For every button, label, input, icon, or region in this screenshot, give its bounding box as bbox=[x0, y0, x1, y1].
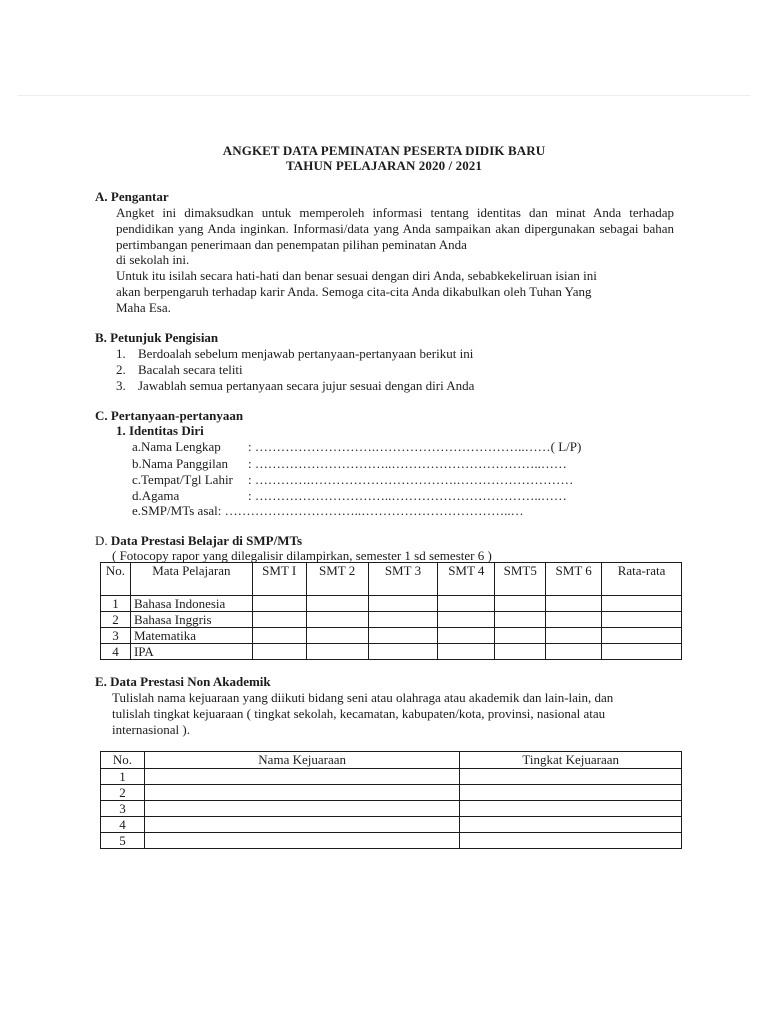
grade-cell[interactable] bbox=[368, 628, 438, 644]
field-birth-place-date[interactable]: c.Tempat/Tgl Lahir : ………….…………………………….……………………… bbox=[132, 472, 574, 487]
table-row bbox=[101, 628, 682, 644]
table-row bbox=[101, 817, 682, 833]
competition-level-cell[interactable] bbox=[460, 769, 682, 785]
grade-cell[interactable] bbox=[306, 644, 368, 660]
section-a-paragraph-1 bbox=[116, 205, 674, 268]
grade-cell[interactable] bbox=[546, 628, 602, 644]
section-c-heading: C. Pertanyaan-pertanyaan bbox=[95, 408, 244, 423]
row-number: 2 bbox=[101, 612, 131, 628]
table-row bbox=[101, 769, 682, 785]
section-e-line2: tulislah tingkat kejuaraan ( tingkat sekolah, kecamatan, kabupaten/kota, provinsi, nasional atau bbox=[112, 706, 606, 721]
column-header: SMT 2 bbox=[306, 563, 368, 596]
section-a-heading: A. Pengantar bbox=[95, 189, 169, 204]
competition-name-cell[interactable] bbox=[144, 801, 459, 817]
section-d-note: ( Fotocopy rapor yang dilegalisir dilampirkan, semester 1 sd semester 6 ) bbox=[112, 548, 492, 563]
grade-cell[interactable] bbox=[495, 612, 546, 628]
grade-cell[interactable] bbox=[495, 644, 546, 660]
grade-cell[interactable] bbox=[438, 628, 495, 644]
column-header: SMT 3 bbox=[368, 563, 438, 596]
field-full-name[interactable]: a.Nama Lengkap : ……………………….……………………………..……( L/P) bbox=[132, 439, 582, 454]
grade-cell[interactable] bbox=[306, 628, 368, 644]
instruction-item: 1. Berdoalah sebelum menjawab pertanyaan-pertanyaan berikut ini bbox=[116, 346, 474, 361]
subject-name: Matematika bbox=[130, 628, 252, 644]
grade-cell[interactable] bbox=[368, 596, 438, 612]
table-row bbox=[101, 785, 682, 801]
row-number: 3 bbox=[101, 628, 131, 644]
table-header-row bbox=[101, 752, 682, 769]
section-e-heading: E. Data Prestasi Non Akademik bbox=[95, 674, 271, 689]
document-title-line1: ANGKET DATA PEMINATAN PESERTA DIDIK BARU bbox=[222, 143, 546, 158]
table-row bbox=[101, 644, 682, 660]
grade-cell[interactable] bbox=[438, 596, 495, 612]
row-number: 3 bbox=[101, 801, 145, 817]
column-header: Rata-rata bbox=[602, 563, 682, 596]
instruction-item: 2. Bacalah secara teliti bbox=[116, 362, 243, 377]
grade-cell[interactable] bbox=[368, 612, 438, 628]
section-a-paragraph-2-line2: akan berpengaruh terhadap karir Anda. Semoga cita-cita Anda dikabulkan oleh Tuhan Yang bbox=[116, 284, 592, 299]
column-header: No. bbox=[101, 752, 145, 769]
table-row bbox=[101, 596, 682, 612]
grade-cell[interactable] bbox=[252, 596, 306, 612]
section-a-paragraph-2-line1: Untuk itu isilah secara hati-hati dan benar sesuai dengan diri Anda, sebabkekeliruan isian ini bbox=[116, 268, 597, 283]
section-a-paragraph-1-text: Angket ini dimaksudkan untuk memperoleh informasi tentang identitas dan minat Anda terhadap pendidikan yang Anda inginkan. Informasi/data yang Anda sampaikan akan dipergunakan sebagai bahan pertimbangan penerimaan dan penempatan pilihan peminatan Anda bbox=[116, 205, 674, 252]
grade-cell[interactable] bbox=[438, 644, 495, 660]
identity-sub-heading: 1. Identitas Diri bbox=[116, 423, 204, 438]
table-header-row bbox=[101, 563, 682, 596]
document-title-line2: TAHUN PELAJARAN 2020 / 2021 bbox=[285, 158, 483, 173]
grade-cell[interactable] bbox=[546, 612, 602, 628]
section-d-heading: D. Data Prestasi Belajar di SMP/MTs bbox=[95, 533, 303, 548]
grade-cell[interactable] bbox=[495, 596, 546, 612]
row-number: 1 bbox=[101, 596, 131, 612]
average-cell[interactable] bbox=[602, 644, 682, 660]
grade-cell[interactable] bbox=[368, 644, 438, 660]
instruction-item: 3. Jawablah semua pertanyaan secara jujur sesuai dengan diri Anda bbox=[116, 378, 475, 393]
competition-level-cell[interactable] bbox=[460, 801, 682, 817]
grade-cell[interactable] bbox=[252, 628, 306, 644]
row-number: 1 bbox=[101, 769, 145, 785]
average-cell[interactable] bbox=[602, 612, 682, 628]
field-origin-school[interactable]: e.SMP/MTs asal: …………………………..……………………………..… bbox=[132, 503, 524, 518]
row-number: 4 bbox=[101, 644, 131, 660]
table-row bbox=[101, 833, 682, 849]
field-religion[interactable]: d.Agama : …………………………..……………………………..…… bbox=[132, 488, 567, 503]
grade-cell[interactable] bbox=[252, 612, 306, 628]
competition-level-cell[interactable] bbox=[460, 833, 682, 849]
grade-cell[interactable] bbox=[252, 644, 306, 660]
table-row bbox=[101, 801, 682, 817]
section-a-paragraph-2-line3: Maha Esa. bbox=[116, 300, 171, 315]
field-nickname[interactable]: b.Nama Panggilan : …………………………..……………………………..…… bbox=[132, 456, 567, 471]
column-header: Tingkat Kejuaraan bbox=[460, 752, 682, 769]
competition-name-cell[interactable] bbox=[144, 817, 459, 833]
section-b-heading: B. Petunjuk Pengisian bbox=[95, 330, 219, 345]
column-header: SMT5 bbox=[495, 563, 546, 596]
grade-cell[interactable] bbox=[306, 612, 368, 628]
competition-level-cell[interactable] bbox=[460, 817, 682, 833]
competition-name-cell[interactable] bbox=[144, 833, 459, 849]
competition-level-cell[interactable] bbox=[460, 785, 682, 801]
average-cell[interactable] bbox=[602, 596, 682, 612]
row-number: 2 bbox=[101, 785, 145, 801]
row-number: 5 bbox=[101, 833, 145, 849]
academic-grades-table bbox=[100, 562, 682, 660]
section-a-paragraph-1-last: di sekolah ini. bbox=[116, 252, 190, 268]
section-e-line1: Tulislah nama kejuaraan yang diikuti bidang seni atau olahraga atau akademik dan lain-lain, dan bbox=[112, 690, 614, 705]
non-academic-achievements-table bbox=[100, 751, 682, 849]
grade-cell[interactable] bbox=[438, 612, 495, 628]
column-header: SMT I bbox=[252, 563, 306, 596]
column-header: No. bbox=[101, 563, 131, 596]
subject-name: Bahasa Indonesia bbox=[130, 596, 252, 612]
average-cell[interactable] bbox=[602, 628, 682, 644]
grade-cell[interactable] bbox=[495, 628, 546, 644]
table-row bbox=[101, 612, 682, 628]
column-header: SMT 6 bbox=[546, 563, 602, 596]
subject-name: Bahasa Inggris bbox=[130, 612, 252, 628]
competition-name-cell[interactable] bbox=[144, 785, 459, 801]
column-header: Nama Kejuaraan bbox=[144, 752, 459, 769]
grade-cell[interactable] bbox=[546, 596, 602, 612]
column-header: Mata Pelajaran bbox=[130, 563, 252, 596]
competition-name-cell[interactable] bbox=[144, 769, 459, 785]
row-number: 4 bbox=[101, 817, 145, 833]
grade-cell[interactable] bbox=[546, 644, 602, 660]
subject-name: IPA bbox=[130, 644, 252, 660]
column-header: SMT 4 bbox=[438, 563, 495, 596]
section-e-line3: internasional ). bbox=[112, 722, 190, 737]
grade-cell[interactable] bbox=[306, 596, 368, 612]
